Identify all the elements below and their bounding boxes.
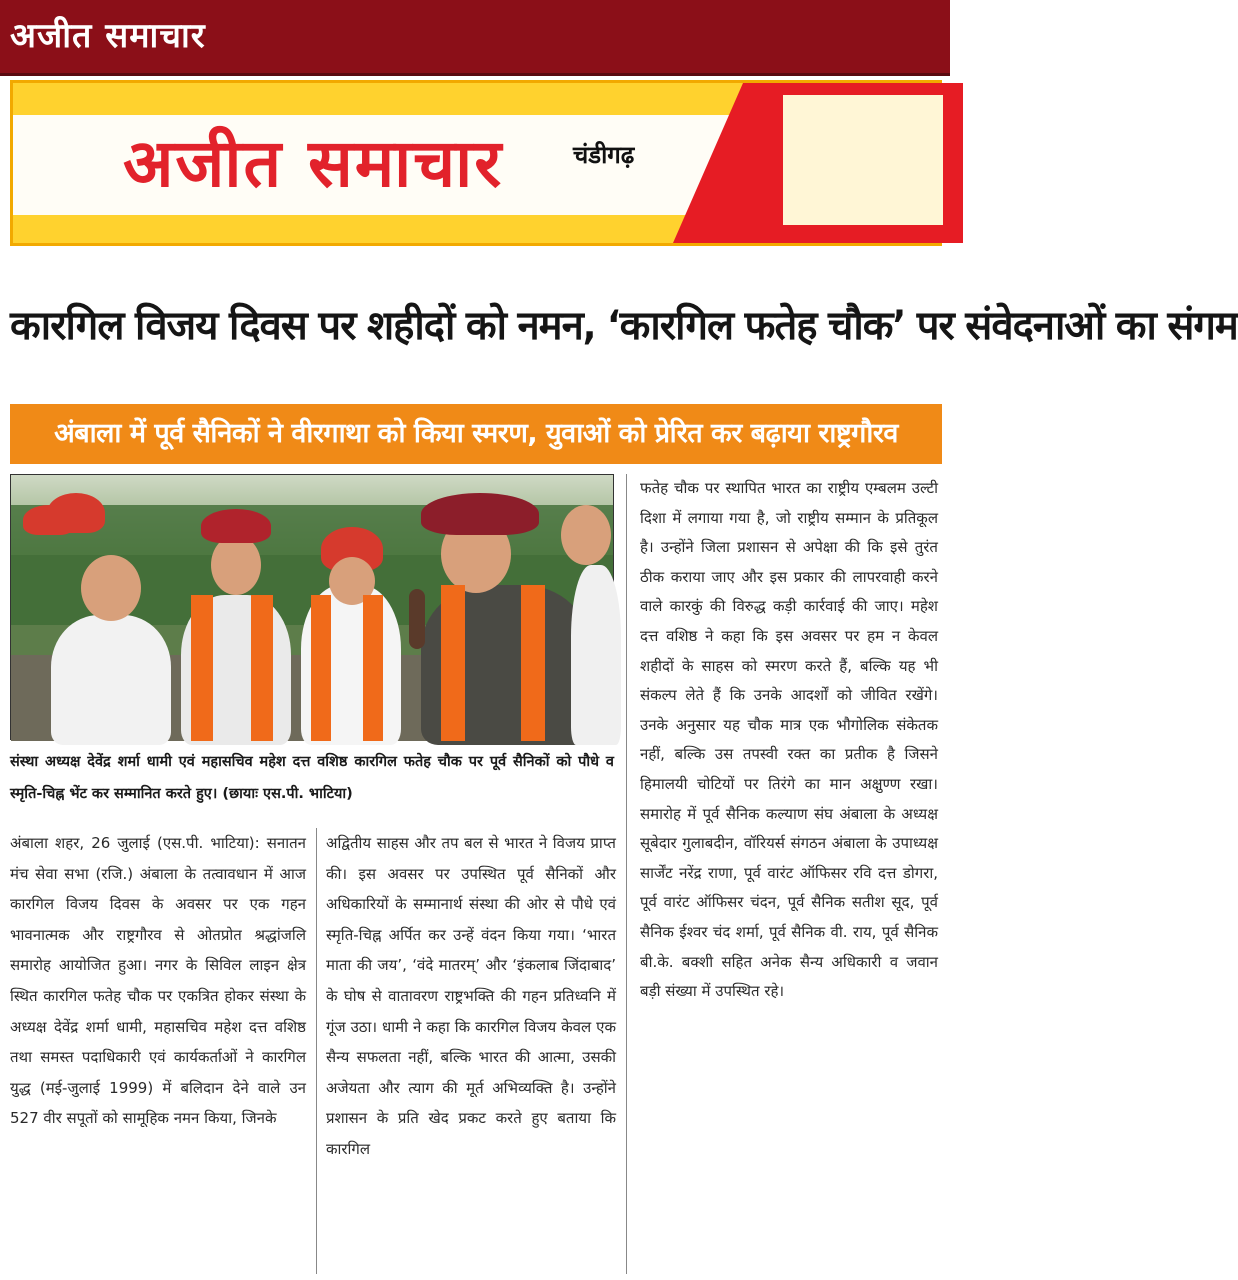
photo-sash bbox=[191, 595, 213, 741]
article-headline: कारगिल विजय दिवस पर शहीदों को नमन, ‘कारगिल फतेह चौक’ पर संवेदनाओं का संगम bbox=[10, 303, 1238, 349]
masthead bbox=[10, 80, 942, 246]
photo-sash bbox=[441, 585, 465, 741]
photo-person bbox=[571, 565, 621, 745]
article-column-3: फतेह चौक पर स्थापित भारत का राष्ट्रीय एम्बलम उल्टी दिशा में लगाया गया है, जो राष्ट्रीय सम्मान के प्रतिकूल है। उन्होंने जिला प्रशासन से अपेक्षा की कि इसे तुरंत ठीक कराया जाए और इस प्रकार की लापरवाही करने वाले कारकुं की विरुद्ध कड़ी कार्रवाई की जाए। महेश दत्त वशिष्ठ ने कहा कि इस अवसर पर हम न केवल शहीदों के साहस को स्मरण करते हैं, बल्कि यह भी संकल्प लेते हैं कि उनके आदर्शों को जीवित रखेंगे। उनके अनुसार यह चौक मात्र एक भौगोलिक संकेतक नहीं, बल्कि उस तपस्वी रक्त का प्रतीक है जिसने हिमालयी चोटियों पर तिरंगे का मान अक्षुण्ण रखा। समारोह में पूर्व सैनिक कल्याण संघ अंबाला के अध्यक्ष सूबेदार गुलाबदीन, वॉरियर्स संगठन अंबाला के उपाध्यक्ष सार्जेंट नरेंद्र राणा, पूर्व वारंट ऑफिसर रवि दत्त डोगरा, पूर्व वारंट ऑफिसर चंदन, पूर्व सैनिक सतीश सूद, पूर्व सैनिक ईश्वर चंद शर्मा, पूर्व सैनिक वी. राय, पूर्व सैनिक बी.के. बक्शी सहित अनेक सैन्य अधिकारी व जवान बड़ी संख्या में उपस्थित रहे। bbox=[640, 479, 938, 1001]
photo-cap bbox=[201, 509, 271, 543]
photo-cap bbox=[421, 493, 539, 535]
column-divider bbox=[626, 474, 627, 1274]
article-column-1: अंबाला शहर, 26 जुलाई (एस.पी. भाटिया): सनातन मंच सेवा सभा (रजि.) अंबाला के तत्वावधान में आज कारगिल विजय दिवस के अवसर पर एक गहन भावनात्मक और राष्ट्रगौरव से ओतप्रोत श्रद्धांजलि समारोह आयोजित हुआ। नगर के सिविल लाइन क्षेत्र स्थित कारगिल फतेह चौक पर एकत्रित होकर संस्था के अध्यक्ष देवेंद्र शर्मा धामी, महासचिव महेश दत्त वशिष्ठ तथा समस्त पदाधिकारी एवं कार्यकर्ताओं ने कारगिल युद्ध (मई-जुलाई 1999) में बलिदान देने वाले उन 527 वीर सपूतों को सामूहिक नमन किया, जिनके bbox=[10, 834, 306, 1128]
newspaper-name: अजीत समाचार bbox=[123, 125, 504, 202]
photo-person bbox=[51, 615, 171, 745]
column-divider bbox=[316, 828, 317, 1274]
article-column-2: अद्वितीय साहस और तप बल से भारत ने विजय प्राप्त की। इस अवसर पर उपस्थित पूर्व सैनिकों और अधिकारियों के सम्मानार्थ संस्था की ओर से पौधे एवं स्मृति-चिह्न अर्पित कर उन्हें वंदन किया गया। ‘भारत माता की जय’, ‘वंदे मातरम्’ और ‘इंकलाब जिंदाबाद’ के घोष से वातावरण राष्ट्रभक्ति की गहन प्रतिध्वनि में गूंज उठा। धामी ने कहा कि कारगिल विजय केवल एक सैन्य सफलता नहीं, बल्कि भारत की आत्मा, उसकी अजेयता और त्याग की मूर्त अभिव्यक्ति है। उन्होंने प्रशासन के प्रति खेद प्रकट करते हुए बताया कि कारगिल bbox=[326, 834, 616, 1158]
top-banner bbox=[0, 0, 950, 76]
photo-head bbox=[561, 505, 611, 565]
photo-turban bbox=[47, 493, 105, 533]
photo-microphone bbox=[409, 589, 425, 649]
photo-sash bbox=[521, 585, 545, 741]
edition-city: चंडीगढ़ bbox=[573, 141, 635, 169]
banner-title: अजीत समाचार bbox=[10, 16, 206, 56]
photo-sash bbox=[363, 595, 383, 741]
photo-head bbox=[81, 555, 141, 621]
news-photo bbox=[10, 474, 614, 740]
photo-sash bbox=[311, 595, 331, 741]
photo-sash bbox=[251, 595, 273, 741]
photo-head bbox=[211, 535, 261, 595]
article-subheadline: अंबाला में पूर्व सैनिकों ने वीरगाथा को किया स्मरण, युवाओं को प्रेरित कर बढ़ाया राष्ट्रगौरव bbox=[10, 404, 942, 464]
masthead-ad-space bbox=[783, 95, 943, 225]
photo-caption: संस्था अध्यक्ष देवेंद्र शर्मा धामी एवं महासचिव महेश दत्त वशिष्ठ कारगिल फतेह चौक पर पूर्व सैनिकों को पौधे व स्मृति-चिह्न भेंट कर सम्मानित करते हुए। (छायाः एस.पी. भाटिया) bbox=[10, 754, 614, 802]
